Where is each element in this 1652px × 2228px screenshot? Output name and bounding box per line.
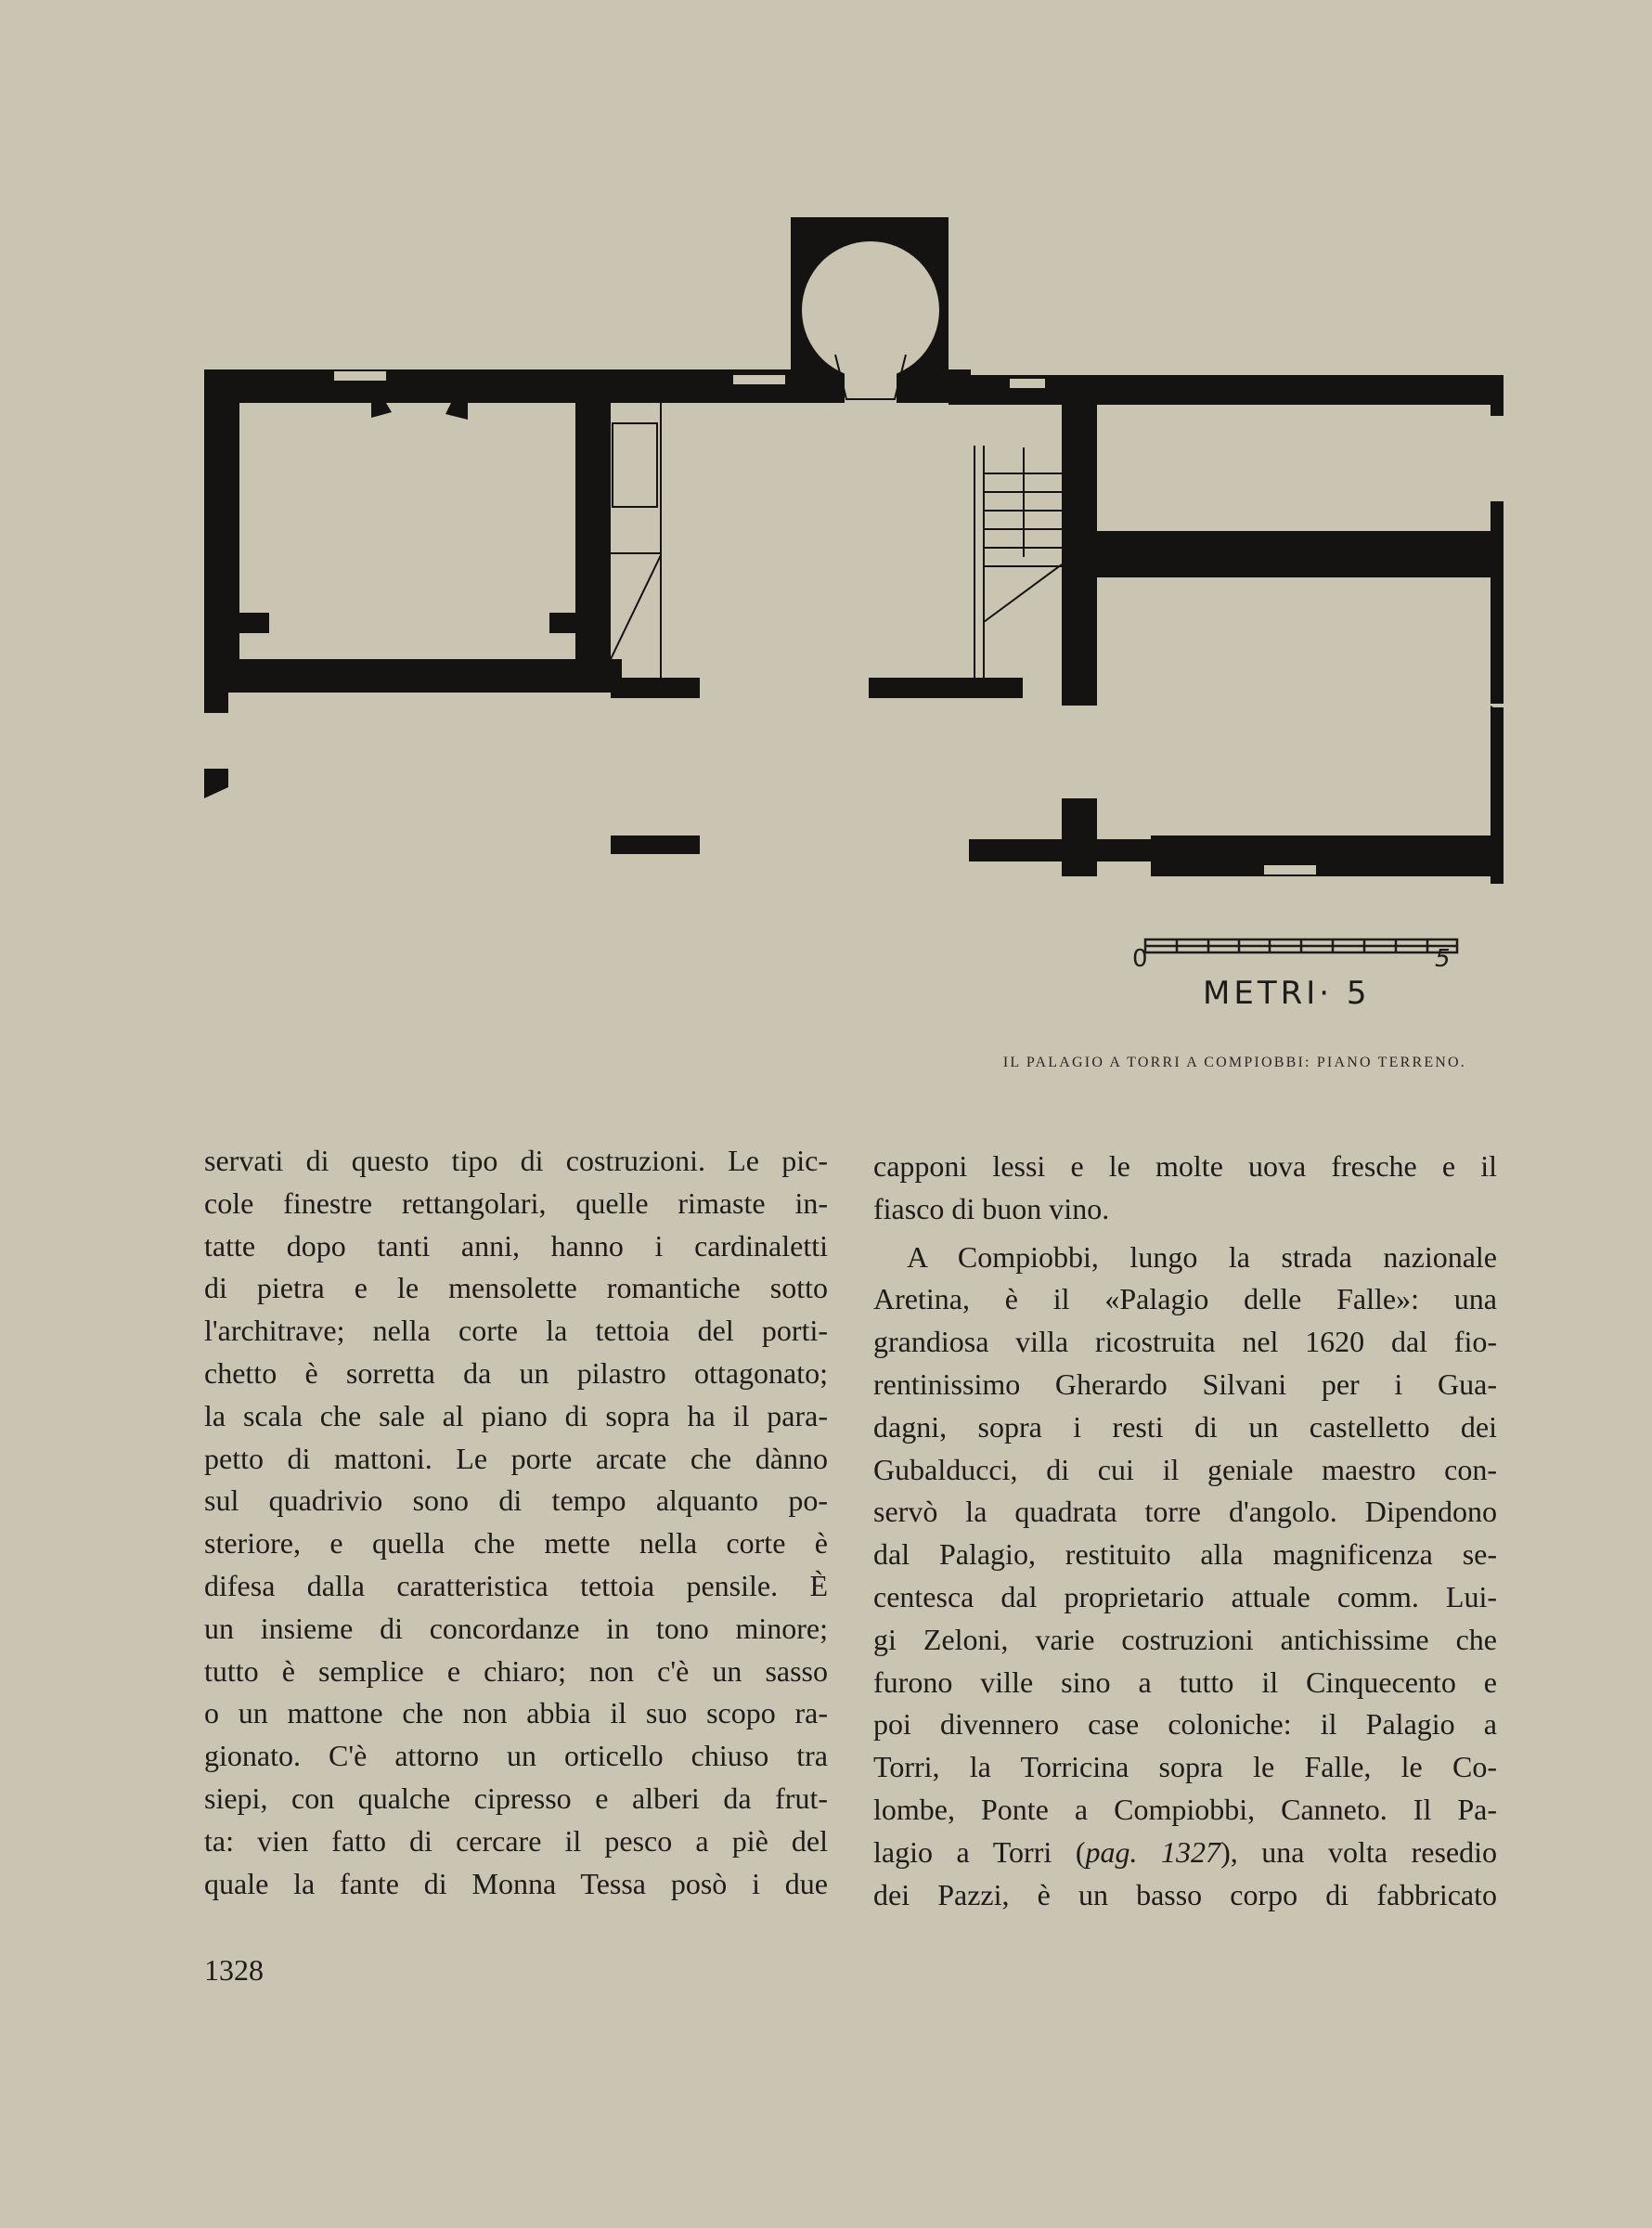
scale-unit-label: METRI· 5 [1203,975,1371,1012]
text-line: Gubalducci, di cui il geniale maestro con- [873,1452,1497,1486]
text-line: ta: vien fatto di cercare il pesco a piè del [204,1823,828,1858]
text-line: cole finestre rettangolari, quelle rimaste in- [204,1185,828,1220]
text-line: tatte dopo tanti anni, hanno i cardinaletti [204,1228,828,1263]
text-line: steriore, e quella che mette nella corte è [204,1526,828,1561]
text-line: poi divennero case coloniche: il Palagio a [873,1707,1497,1742]
text-line: l'architrave; nella corte la tettoia del porti- [204,1314,828,1348]
text-line-with-page-reference [873,1832,1497,1874]
scale-zero-label: 0 [1132,945,1148,973]
plan-fine-lines [223,355,1062,687]
text-line: dagni, sopra i resti di un castelletto dei [873,1409,1497,1444]
right-text-column [873,1146,1497,1916]
left-text-column [204,1140,828,1905]
floor-plan-drawing [186,204,1504,891]
text-line: servò la quadrata torre d'angolo. Dipendono [873,1495,1497,1529]
text-line: di pietra e le mensolette romantiche sotto [204,1271,828,1305]
text-line: quale la fante di Monna Tessa posò i due [204,1866,828,1900]
text-line: capponi lessi e le molte uova fresche e il [873,1149,1497,1183]
text-line: centesca dal proprietario attuale comm. Lui- [873,1579,1497,1613]
text-line: lombe, Ponte a Compiobbi, Canneto. Il Pa- [873,1792,1497,1826]
text-line: sul quadrivio sono di tempo alquanto po- [204,1483,828,1518]
text-line: la scala che sale al piano di sopra ha il para- [204,1398,828,1432]
text-line: Aretina, è il «Palagio delle Falle»: una [873,1282,1497,1316]
page-number: 1328 [204,1953,264,1987]
text-line: dei Pazzi, è un basso corpo di fabbricato [873,1877,1497,1911]
text-line: difesa dalla caratteristica tettoia pensile. È [204,1568,828,1602]
text-line: furono ville sino a tutto il Cinquecento e [873,1665,1497,1699]
text-line: gionato. C'è attorno un orticello chiuso tra [204,1739,828,1773]
text-line: A Compiobbi, lungo la strada nazionale [907,1239,1497,1274]
text-fragment: lagio a Torri ( [873,1834,1086,1869]
text-line: grandiosa villa ricostruita nel 1620 dal fio- [873,1325,1497,1359]
text-line: siepi, con qualche cipresso e alberi da frut- [204,1781,828,1815]
text-line: rentinissimo Gherardo Silvani per i Gua- [873,1367,1497,1401]
text-line: dal Palagio, restituito alla magnificenza se- [873,1537,1497,1572]
figure-caption: IL PALAGIO A TORRI A COMPIOBBI: PIANO TERRENO. [1002,1055,1466,1070]
text-line: fiasco di buon vino. [873,1191,1110,1225]
text-line: servati di questo tipo di costruzioni. Le pic- [204,1144,828,1177]
text-line: tutto è semplice e chiaro; non c'è un sasso [204,1653,828,1688]
page-reference: pag. 1327 [1085,1834,1221,1869]
text-fragment: ), una volta resedio [1220,1834,1498,1869]
text-line: gi Zeloni, varie costruzioni antichissime che [873,1622,1497,1656]
text-line: un insieme di concordanze in tono minore; [204,1611,828,1645]
text-line: o un mattone che non abbia il suo scopo ra- [204,1696,828,1730]
text-line: petto di mattoni. Le porte arcate che dànno [204,1441,828,1475]
text-line: Torri, la Torricina sopra le Falle, le Co- [873,1750,1497,1784]
scale-five-label: 5 [1435,945,1451,973]
text-line: chetto è sorretta da un pilastro ottagonato; [204,1355,828,1390]
